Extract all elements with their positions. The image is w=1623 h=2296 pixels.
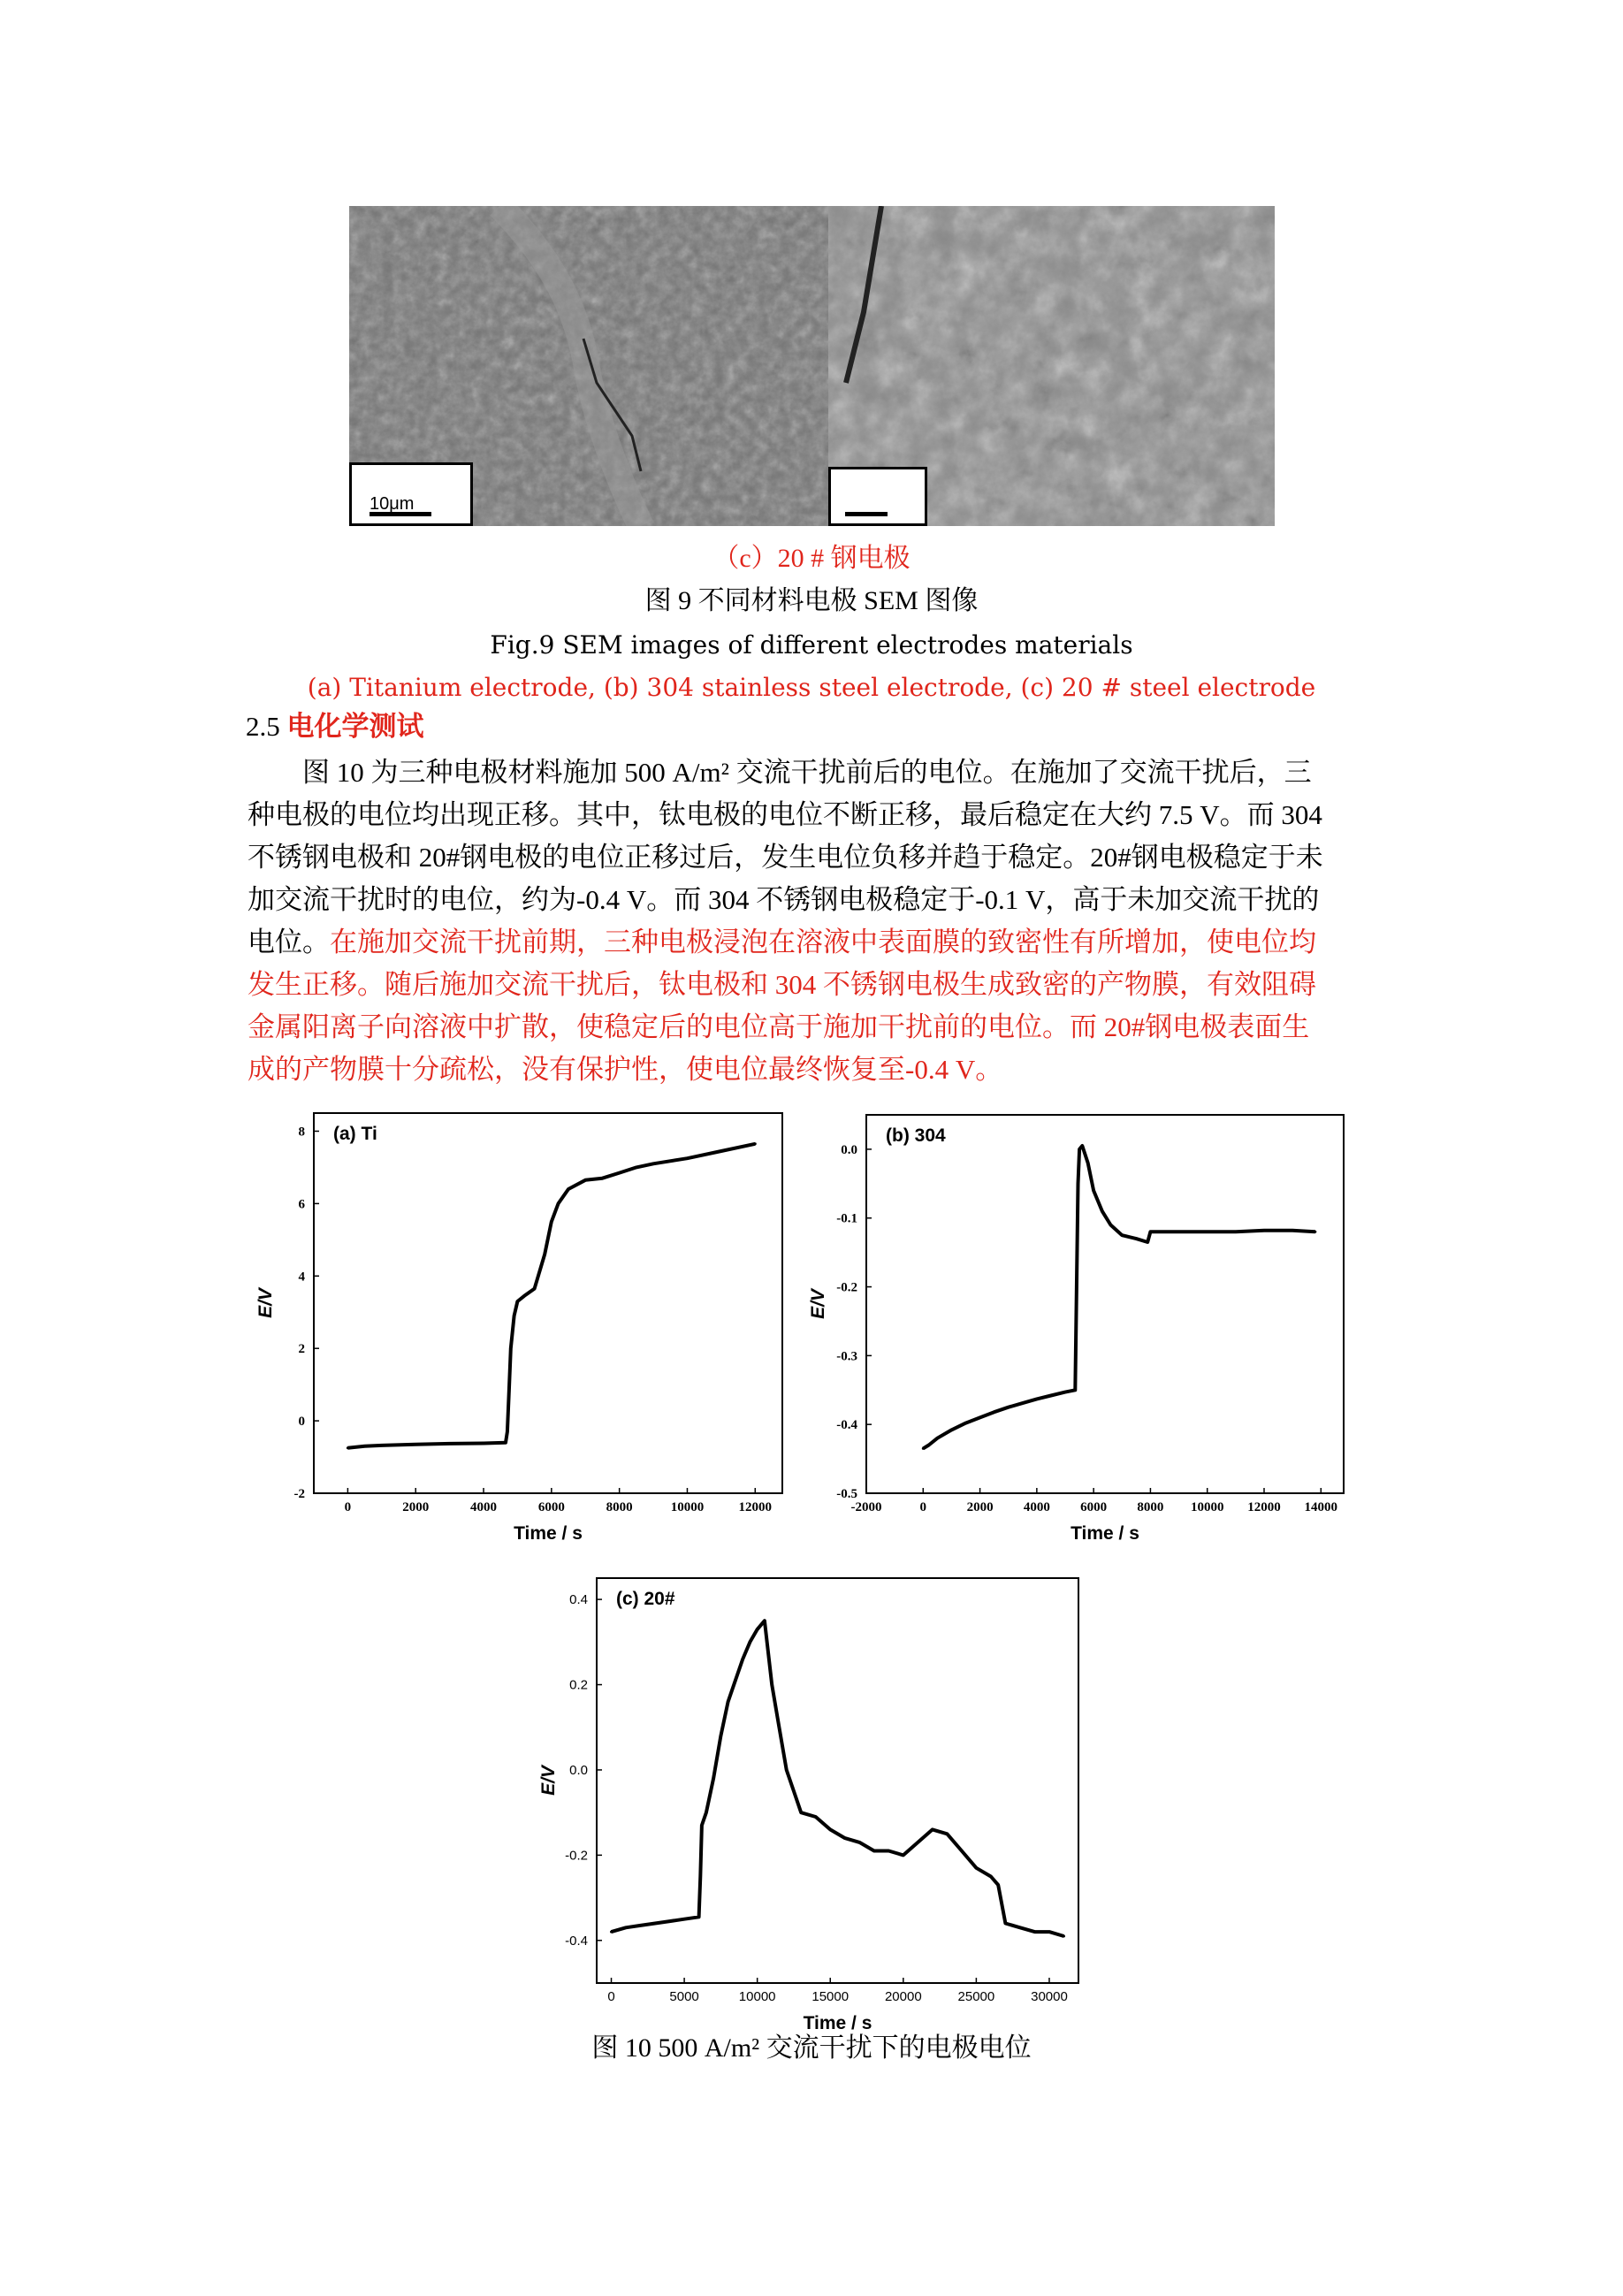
data-point [668,1920,671,1923]
data-point [380,1444,383,1446]
series-line [612,1621,1064,1936]
x-tick-label: 4000 [1023,1500,1050,1514]
data-point [1314,1231,1316,1233]
y-tick-label: 6 [298,1197,305,1212]
data-point [792,1790,795,1793]
data-point [347,1446,349,1449]
data-point [872,1850,875,1852]
data-point [686,1157,689,1160]
series-line [347,1144,755,1448]
chart-ti-svg [252,1110,800,1560]
data-point [1135,1238,1138,1240]
x-tick-label: -2000 [850,1500,882,1514]
data-point [504,1441,507,1444]
data-point [363,1445,366,1447]
sem-sub-caption: （c）20 # 钢电极 [712,544,911,573]
data-point [635,1166,637,1169]
data-point [1081,1145,1084,1148]
paragraph-line-highlight: 发生正移。随后施加交流干扰后，钛电极和 304 不锈钢电极生成致密的产物膜，有效阻碍 [248,969,1316,1000]
data-point [601,1177,604,1179]
data-point [448,1442,451,1445]
plot-frame [314,1113,782,1493]
data-point [1035,1398,1038,1400]
x-tick-label: 4000 [470,1500,498,1514]
data-point [568,1188,570,1191]
data-point [975,1866,978,1869]
data-point [1149,1231,1152,1233]
x-tick-label: 2000 [402,1500,430,1514]
data-point [829,1828,832,1831]
data-point [1093,1189,1095,1192]
section-title: 电化学测试 [286,711,424,742]
data-point [720,1735,722,1737]
data-point [742,1658,744,1660]
data-point [654,1922,657,1925]
y-tick-label: -0.2 [836,1280,857,1295]
sem-image-right [828,206,1275,526]
y-tick-label: 0.4 [569,1592,588,1608]
data-point [888,1850,890,1852]
data-point [507,1391,510,1393]
y-tick-label: 8 [298,1125,305,1140]
y-axis-label: E/V [808,1289,828,1319]
data-point [936,1437,939,1439]
paragraph-line-highlight: 金属阳离子向溶液中扩散，使稳定后的电位高于施加干扰前的电位。而 20#钢电极表面生 [248,1011,1310,1042]
data-point [814,1815,817,1818]
scale-bar-box-right [828,467,927,526]
panel-label: (a) Ti [333,1124,377,1144]
data-point [771,1683,773,1686]
data-point [1147,1240,1149,1243]
data-point [506,1430,508,1433]
chart-304-svg [800,1110,1366,1569]
x-tick-label: 0 [919,1500,927,1514]
chart-20steel-svg [522,1574,1105,2033]
data-point [946,1833,949,1835]
data-point [917,1841,919,1843]
data-point [700,1824,703,1827]
data-point [584,1179,587,1181]
panel-label: (c) 20# [616,1589,675,1609]
x-tick-label: 30000 [1031,1989,1068,2004]
x-tick-label: 12000 [738,1500,773,1514]
y-tick-label: -0.1 [836,1211,857,1226]
series-line [923,1146,1315,1448]
chart-20steel [522,1574,1105,2033]
data-point [625,1926,628,1929]
paragraph-line: 不锈钢电极和 20#钢电极的电位正移过后，发生电位负移并趋于稳定。20#钢电极稳定于未 [248,842,1323,873]
data-point [979,1416,981,1419]
data-point [1049,1394,1052,1397]
data-point [785,1768,788,1771]
data-point [705,1812,707,1814]
data-point [1063,1934,1065,1937]
section-heading [246,709,424,744]
data-point [1263,1229,1266,1232]
data-point [763,1620,766,1622]
y-axis-label: E/V [255,1288,276,1318]
y-tick-label: -0.3 [836,1349,857,1364]
data-point [734,1679,736,1682]
paragraph-line: 加交流干扰时的电位，约为-0.4 V。而 304 不锈钢电极稳定于-0.1 V，高于未加交流干扰的 [248,884,1320,915]
data-point [1021,1402,1024,1405]
y-axis-label: E/V [538,1766,559,1796]
x-tick-label: 0 [607,1989,615,2004]
x-axis-label: Time / s [514,1523,583,1544]
data-point [523,1294,526,1297]
data-point [727,1700,729,1703]
data-point [1177,1231,1180,1233]
y-tick-label: -0.2 [565,1848,588,1864]
x-tick-label: 10000 [670,1500,705,1514]
x-tick-label: 5000 [669,1989,699,2004]
paragraph-highlight: 在施加交流干扰前期，三种电极浸泡在溶液中表面膜的致密性有所增加，使电位均 [330,927,1316,957]
data-point [922,1447,925,1450]
sem-image-left [349,206,828,526]
x-tick-label: 12000 [1247,1500,1281,1514]
data-point [415,1443,417,1445]
data-point [509,1347,512,1350]
paragraph-line: 种电极的电位均出现正移。其中，钛电极的电位不断正移，最后稳定在大约 7.5 V。而 304 [248,799,1322,830]
x-tick-label: 6000 [1080,1500,1108,1514]
paragraph-line-highlight: 成的产物膜十分疏松，没有保护性，使电位最终恢复至-0.4 V。 [248,1054,1003,1085]
data-point [483,1442,485,1445]
y-tick-label: 0.0 [569,1762,588,1778]
data-point [712,1777,715,1780]
data-point [756,1628,758,1630]
data-point [1018,1926,1021,1929]
data-point [1121,1234,1124,1237]
x-tick-label: 25000 [957,1989,995,2004]
data-point [964,1422,967,1424]
figure9-caption-en: Fig.9 SEM images of different electrodes materials [490,630,1133,660]
data-point [927,1444,930,1446]
x-tick-label: 0 [344,1500,352,1514]
x-tick-label: 8000 [1137,1500,1164,1514]
data-point [1074,1389,1077,1392]
y-tick-label: 4 [298,1270,305,1285]
data-point [513,1315,515,1317]
x-tick-label: 8000 [606,1500,633,1514]
data-point [652,1163,655,1165]
scale-bar-label-left: 10μm [370,494,415,514]
data-point [950,1429,953,1431]
data-point [697,1916,700,1918]
data-point [1206,1231,1208,1233]
y-tick-label: 0.2 [569,1677,588,1693]
data-point [544,1253,546,1255]
x-tick-label: 2000 [966,1500,994,1514]
data-point [1007,1406,1010,1408]
data-point [960,1850,963,1852]
figure10-caption: 图 10 500 A/m² 交流干扰下的电极电位 [591,2033,1032,2063]
y-tick-label: -0.4 [565,1933,588,1949]
x-axis-label: Time / s [1071,1523,1139,1544]
data-point [749,1641,751,1644]
x-tick-label: 20000 [884,1989,922,2004]
data-point [618,1171,621,1174]
data-point [720,1150,722,1153]
data-point [1033,1931,1036,1934]
panel-label: (b) 304 [886,1125,946,1146]
data-point [843,1837,846,1840]
y-tick-label: -0.4 [836,1418,857,1433]
y-tick-label: -2 [293,1487,305,1501]
y-tick-label: 0 [298,1415,305,1430]
figure9-caption-cn: 图 9 不同材料电极 SEM 图像 [644,586,979,615]
data-point [1109,1224,1112,1226]
x-tick-label: 10000 [738,1989,776,2004]
data-point [699,1875,702,1878]
chart-304 [800,1110,1366,1569]
data-point [533,1287,536,1290]
figure9-caption-legend: (a) Titanium electrode, (b) 304 stainless steel electrode, (c) 20 # steel electrode [307,673,1316,702]
data-point [1078,1148,1081,1150]
data-point [1075,1285,1078,1288]
data-point [550,1220,552,1223]
data-point [1292,1229,1294,1232]
data-point [1048,1931,1050,1934]
y-tick-label: 2 [298,1342,305,1357]
data-point [639,1924,642,1926]
data-point [1077,1182,1079,1185]
chart-ti [252,1110,800,1560]
data-point [778,1726,781,1728]
data-point [931,1828,933,1831]
data-point [557,1202,560,1205]
data-point [993,1411,995,1414]
data-point [1234,1231,1237,1233]
data-point [858,1841,861,1843]
paragraph-text: 电位。 [248,927,330,957]
data-point [1064,1391,1067,1393]
data-point [800,1812,803,1814]
y-tick-label: -0.5 [836,1487,857,1501]
data-point [989,1875,992,1878]
x-tick-label: 14000 [1304,1500,1338,1514]
paragraph-line: 图 10 为三种电极材料施加 500 A/m² 交流干扰前后的电位。在施加了交流干扰后，三 [302,757,1312,788]
body-paragraph [248,751,1379,1091]
x-tick-label: 10000 [1190,1500,1224,1514]
scale-bar-box-left [349,462,473,526]
data-point [754,1142,757,1145]
y-tick-label: 0.0 [841,1142,857,1157]
data-point [1101,1209,1103,1212]
data-point [902,1854,904,1857]
section-number: 2.5 [246,711,287,742]
paragraph-line-mixed [248,921,1379,964]
x-tick-label: 6000 [537,1500,565,1514]
data-point [1086,1162,1089,1164]
data-point [683,1918,686,1920]
x-tick-label: 15000 [812,1989,850,2004]
data-point [516,1300,519,1302]
data-point [1004,1922,1007,1925]
data-point [997,1884,1000,1887]
data-point [610,1931,613,1934]
x-axis-label: Time / s [803,2013,872,2033]
